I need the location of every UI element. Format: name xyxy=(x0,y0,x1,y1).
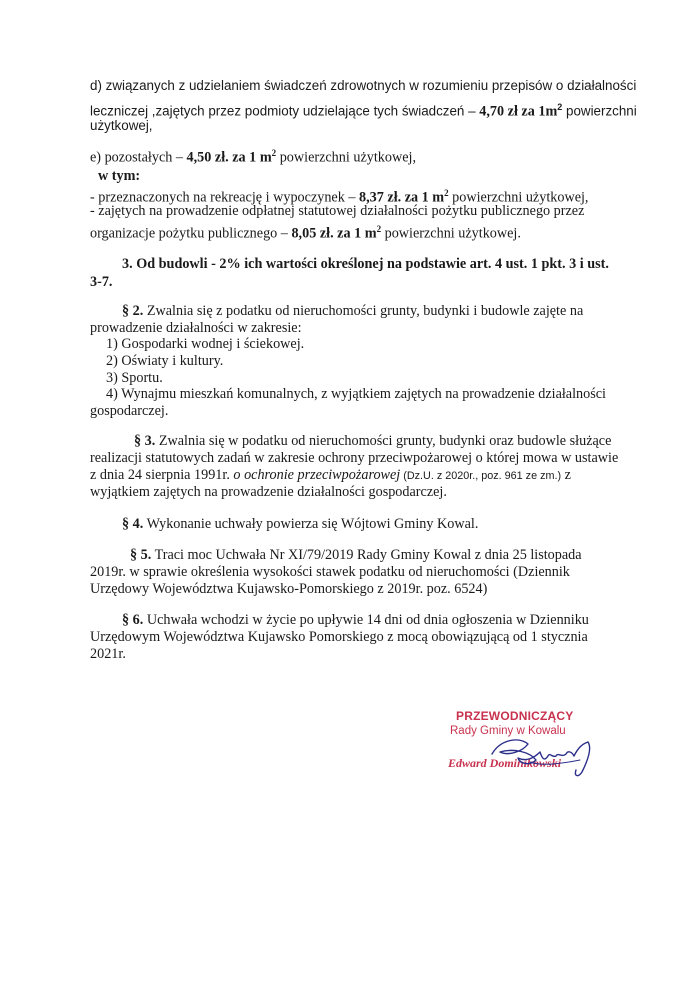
stamp-title: PRZEWODNICZĄCY xyxy=(456,709,574,723)
point-3-line1: 3. Od budowli - 2% ich wartości określonej na podstawie art. 4 ust. 1 pkt. 3 i ust. xyxy=(122,256,609,272)
par5-line1 xyxy=(130,547,582,564)
par3-line4: wyjątkiem zajętych na prowadzenie działalności gospodarczej. xyxy=(90,484,447,500)
par5-line1-text: Traci moc Uchwała Nr XI/79/2019 Rady Gminy Kowal z dnia 25 listopada xyxy=(151,547,582,563)
par6-line2: Urzędowym Województwa Kujawsko Pomorskiego z mocą obowiązującą od 1 stycznia xyxy=(90,629,588,645)
point-3-line2: 3-7. xyxy=(90,274,113,290)
handwritten-signature xyxy=(470,722,600,782)
w-tym-l3-tail: powierzchni użytkowej. xyxy=(381,225,521,242)
par2-sign: § 2. xyxy=(122,303,144,319)
par5-sign: § 5. xyxy=(130,547,152,563)
item-e-rate: 4,50 zł. za 1 m xyxy=(186,149,272,166)
item-d-line3: użytkowej, xyxy=(90,118,153,133)
par3-line1-text: Zwalnia się w podatku od nieruchomości grunty, budynki oraz budowle służące xyxy=(155,433,612,449)
par6-line3: 2021r. xyxy=(90,646,126,662)
par3-line3 xyxy=(90,467,571,485)
par2-item-1: 1) Gospodarki wodnej i ściekowej. xyxy=(106,336,305,352)
item-d-line1: d) związanych z udzielaniem świadczeń zdrowotnych w rozumieniu przepisów o działalności xyxy=(90,78,637,93)
w-tym-l3-text: organizacje pożytku publicznego – xyxy=(90,225,292,242)
par2-line2: prowadzenie działalności w zakresie: xyxy=(90,320,302,336)
par2-item-4-cont: gospodarczej. xyxy=(90,403,169,419)
w-tym-l1-sup: 2 xyxy=(444,188,449,198)
par5-line2: 2019r. w sprawie określenia wysokości stawek podatku od nieruchomości (Dziennik xyxy=(90,564,570,580)
par3-act-title: o ochronie przeciwpożarowej xyxy=(233,467,401,483)
w-tym-l1-text: - przeznaczonych na rekreację i wypoczynek – xyxy=(90,189,360,206)
chairman-stamp xyxy=(440,706,600,786)
par5-line3: Urzędowy Województwa Kujawsko-Pomorskiego z 2019r. poz. 6524) xyxy=(90,581,488,597)
par2-item-3: 3) Sportu. xyxy=(106,370,163,386)
par2-line1-text: Zwalnia się z podatku od nieruchomości grunty, budynki i budowle zajęte na xyxy=(143,303,584,319)
item-e-tail: powierzchni użytkowej, xyxy=(276,149,416,166)
par6-sign: § 6. xyxy=(122,612,144,628)
par3-line3-tail: z xyxy=(561,467,571,483)
par4-line xyxy=(122,516,478,533)
par3-line2: realizacji statutowych zadań w zakresie ochrony przeciwpożarowej o której mowa w ustawie xyxy=(90,450,619,466)
item-d-text: leczniczej ,zajętych przez podmioty udzielające tych świadczeń – xyxy=(90,103,480,119)
item-e-line xyxy=(90,145,416,167)
par3-line1 xyxy=(134,433,611,450)
w-tym-l1-tail: powierzchni użytkowej, xyxy=(448,189,589,206)
par6-line1-text: Uchwała wchodzi w życie po upływie 14 dni od dnia ogłoszenia w Dzienniku xyxy=(143,612,589,628)
par2-item-4: 4) Wynajmu mieszkań komunalnych, z wyjątkiem zajętych na prowadzenie działalności xyxy=(106,386,606,402)
par6-line1 xyxy=(122,612,589,629)
par4-sign: § 4. xyxy=(122,516,144,532)
item-d-sup: 2 xyxy=(557,102,563,112)
par2-line1 xyxy=(122,303,583,320)
w-tym-line2: - zajętych na prowadzenie odpłatnej statutowej działalności pożytku publicznego przez xyxy=(90,203,585,219)
item-d-line2 xyxy=(90,99,637,120)
par3-sign: § 3. xyxy=(134,433,156,449)
w-tym-l1-rate: 8,37 zł. za 1 m xyxy=(359,189,445,206)
item-d-tail: powierzchni xyxy=(562,103,637,119)
w-tym-heading: w tym: xyxy=(98,168,141,184)
par2-item-2: 2) Oświaty i kultury. xyxy=(106,353,224,369)
item-d-rate: 4,70 zł za 1m xyxy=(479,103,558,120)
w-tym-l3-sup: 2 xyxy=(376,224,382,234)
w-tym-l3-rate: 8,05 zł. za 1 m xyxy=(291,225,377,242)
stamp-name: Edward Dominikowski xyxy=(448,756,562,770)
stamp-subtitle: Rady Gminy w Kowalu xyxy=(450,725,566,737)
w-tym-line3 xyxy=(90,221,521,243)
par4-text: Wykonanie uchwały powierza się Wójtowi Gminy Kowal. xyxy=(143,516,479,532)
par3-citation: (Dz.U. z 2020r., poz. 961 ze zm.) xyxy=(400,470,562,482)
par3-line3-text: z dnia 24 sierpnia 1991r. xyxy=(90,467,234,483)
item-e-sup: 2 xyxy=(271,148,277,158)
item-e-text: e) pozostałych – xyxy=(90,149,187,166)
